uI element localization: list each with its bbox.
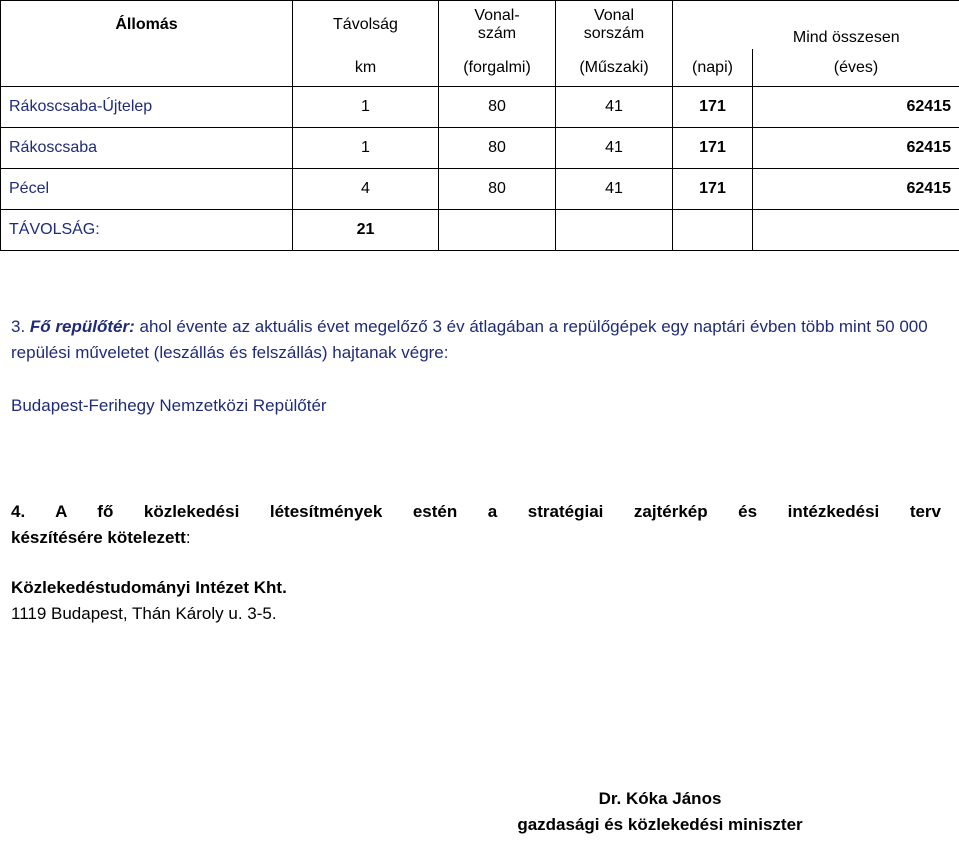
line-seq-value: 41 — [556, 128, 673, 169]
table-row — [1, 169, 959, 210]
station-name: Rákoscsaba-Újtelep — [1, 87, 293, 128]
institution-name: Közlekedéstudományi Intézet Kht. — [11, 578, 287, 597]
section-4-paragraph — [11, 499, 941, 525]
line-number-value: 80 — [439, 87, 556, 128]
yearly-value: 62415 — [753, 87, 959, 128]
header-eves: (éves) — [753, 49, 959, 87]
section-3-label: Fő repülőtér: — [29, 317, 135, 336]
daily-value: 171 — [673, 87, 753, 128]
daily-value: 171 — [673, 169, 753, 210]
yearly-value: 62415 — [753, 169, 959, 210]
empty-cell — [673, 210, 753, 251]
section-3-text: ahol évente az aktuális évet megelőző 3 év átlagában a repülőgépek egy naptári évben több mint 50 000 repülési műveletet (leszállás és felszállás) hajtanak végre: — [11, 317, 928, 362]
empty-cell — [439, 210, 556, 251]
total-label: TÁVOLSÁG: — [1, 210, 293, 251]
section-4-bold: készítésére kötelezett — [11, 528, 186, 547]
yearly-value: 62415 — [753, 128, 959, 169]
header-line-number: Vonal- szám — [439, 1, 556, 50]
daily-value: 171 — [673, 128, 753, 169]
header-km: km — [293, 49, 439, 87]
header-row-1 — [1, 1, 959, 50]
line-seq-value: 41 — [556, 169, 673, 210]
km-value: 1 — [293, 87, 439, 128]
header-distance: Távolság — [293, 1, 439, 50]
header-station-empty — [1, 49, 293, 87]
airport-name: Budapest-Ferihegy Nemzetközi Repülőtér — [11, 396, 327, 415]
institution-address: 1119 Budapest, Thán Károly u. 3-5. — [11, 604, 277, 623]
station-name: Rákoscsaba — [1, 128, 293, 169]
line-number-value: 80 — [439, 128, 556, 169]
empty-cell — [753, 210, 959, 251]
section-4-colon: : — [185, 528, 191, 547]
section-3-paragraph — [11, 314, 941, 366]
header-forgalmi: (forgalmi) — [439, 49, 556, 87]
station-table — [0, 0, 959, 251]
line-number-value: 80 — [439, 169, 556, 210]
section-4-line-2 — [11, 525, 941, 551]
header-total: Mind összesen — [673, 1, 959, 50]
table-row — [1, 128, 959, 169]
km-value: 4 — [293, 169, 439, 210]
header-row-2 — [1, 49, 959, 87]
line-seq-value: 41 — [556, 87, 673, 128]
table-row — [1, 87, 959, 128]
signatory-title: gazdasági és közlekedési miniszter — [517, 815, 803, 834]
empty-cell — [556, 210, 673, 251]
km-value: 1 — [293, 128, 439, 169]
total-row — [1, 210, 959, 251]
section-3-number: 3. — [11, 317, 26, 336]
header-napi: (napi) — [673, 49, 753, 87]
station-name: Pécel — [1, 169, 293, 210]
header-muszaki: (Műszaki) — [556, 49, 673, 87]
header-line-seq: Vonal sorszám — [556, 1, 673, 50]
signatory-name: Dr. Kóka János — [598, 789, 722, 808]
header-station: Állomás — [1, 1, 293, 50]
total-value: 21 — [293, 210, 439, 251]
section-4-line-1: 4. A fő közlekedési létesítmények estén a stratégiai zajtérkép és intézkedési terv — [11, 502, 941, 521]
